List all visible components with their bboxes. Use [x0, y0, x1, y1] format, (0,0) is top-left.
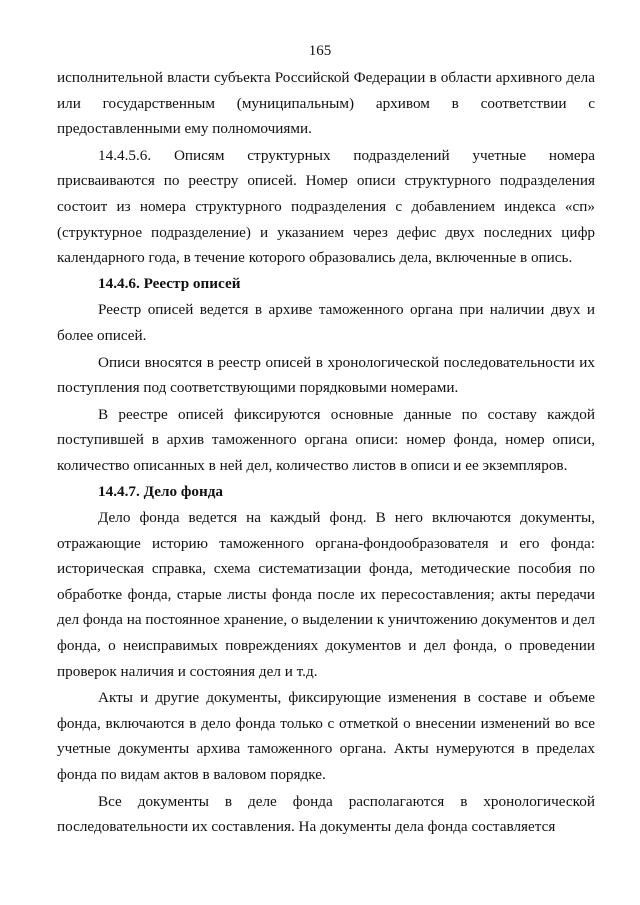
section-heading-14-4-7: 14.4.7. Дело фонда — [98, 482, 223, 500]
paragraph-1: исполнительной власти субъекта Российской Федерации в области архивного дела или государственным (муниципальным) архивом в соответствии с предоставленными ему полномочиями. — [57, 69, 595, 138]
paragraph-2: 14.4.5.6. Описям структурных подразделений учетные номера присваиваются по реестру описей. Номер описи структурного подразделения состоит из номера структурного подразделения с добавлением индекса «сп» (структурное подразделение) и указанием через дефис двух последних цифр календарного года, в течение которого образовались дела, включенные в опись. — [57, 146, 595, 267]
paragraph-7: Акты и другие документы, фиксирующие изменения в составе и объеме фонда, включаются в дело фонда только с отметкой о внесении изменений во все учетные документы архива таможенного органа. Акты нумеруются в пределах фонда по видам актов в валовом порядке. — [57, 689, 595, 784]
page-number: 165 — [308, 43, 332, 59]
section-heading-14-4-6: 14.4.6. Реестр описей — [98, 274, 241, 292]
paragraph-5: В реестре описей фиксируются основные данные по составу каждой поступившей в архив таможенного органа описи: номер фонда, номер описи, количество описанных в ней дел, количество листов в описи и ее экземпляров. — [57, 405, 595, 474]
document-body — [57, 65, 595, 840]
paragraph-6: Дело фонда ведется на каждый фонд. В него включаются документы, отражающие историю таможенного органа-фондообразователя и его фонда: историческая справка, схема систематизации фонда, методические пособия по обработке фонда, старые листы фонда после их пересоставления; акты передачи дел фонда на постоянное хранение, о выделении к уничтожению документов и дел фонда, о неисправимых повреждениях документов и дел фонда, о проведении проверок наличия и состояния дел и т.д. — [57, 509, 595, 680]
paragraph-4: Описи вносятся в реестр описей в хронологической последовательности их поступления под соответствующими порядковыми номерами. — [57, 353, 595, 397]
paragraph-8: Все документы в деле фонда располагаются в хронологической последовательности их составления. На документы дела фонда составляется — [57, 792, 595, 836]
paragraph-3: Реестр описей ведется в архиве таможенного органа при наличии двух и более описей. — [57, 301, 595, 344]
